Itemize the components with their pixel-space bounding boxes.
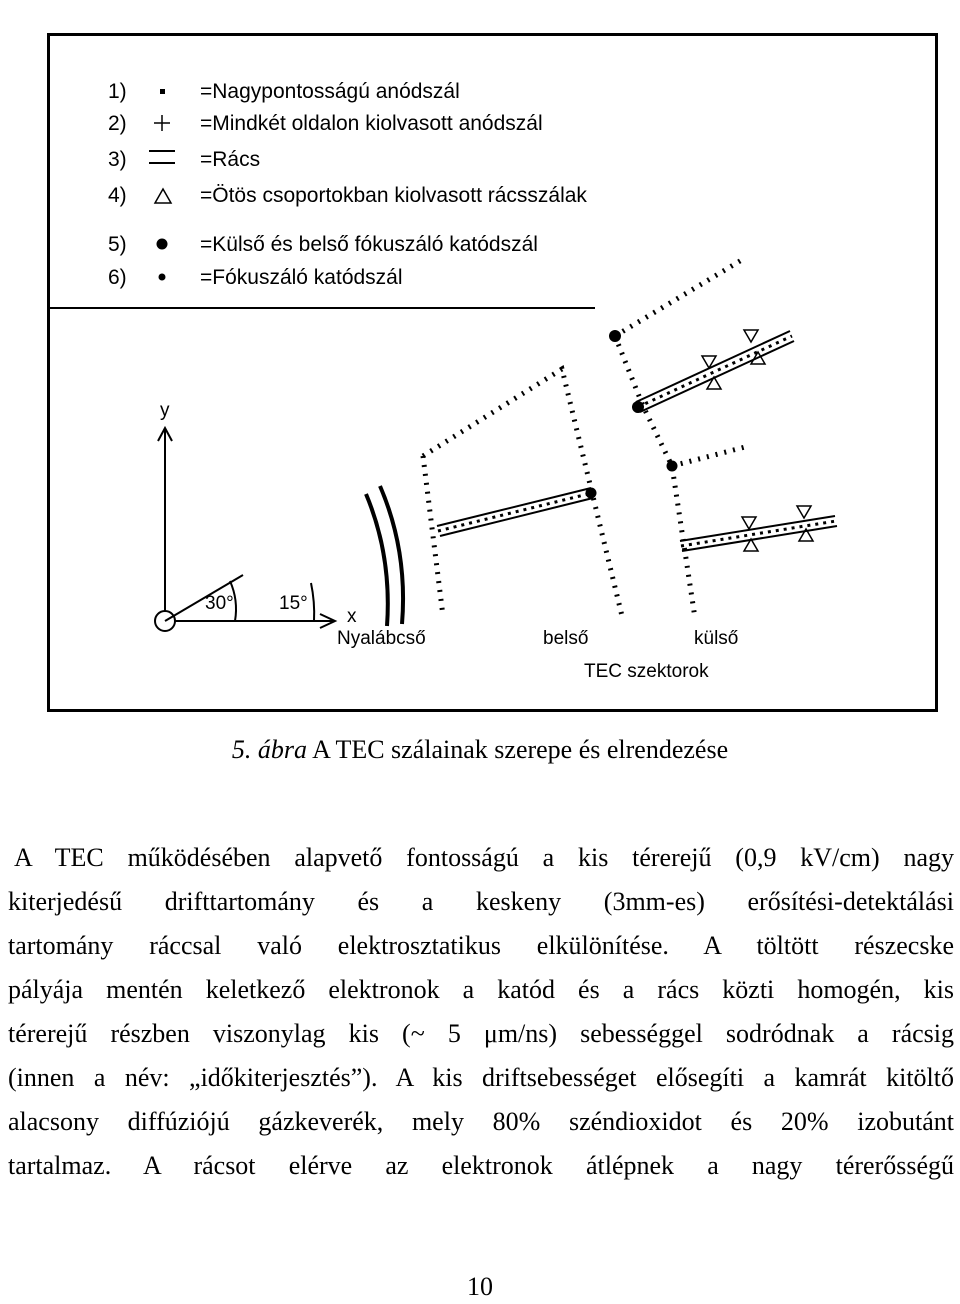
- legend-num: 4): [108, 184, 127, 207]
- legend-row-4: [108, 184, 587, 207]
- sector-cathode-lines: [423, 258, 745, 618]
- legend-text: =Külső és belső fókuszáló katódszál: [200, 233, 538, 256]
- text-line: tartalmaz. A rácsot elérve az elektronok átlépnek a nagy térerősségű: [8, 1151, 954, 1180]
- legend-text: =Fókuszáló katódszál: [200, 266, 403, 289]
- text-line: A TEC működésében alapvető fontosságú a kis térerejű (0,9 kV/cm) nagy: [14, 843, 954, 872]
- figure-frame: [47, 33, 938, 712]
- axis-y-label: y: [160, 400, 170, 421]
- legend-text: =Mindkét oldalon kiolvasott anódszál: [200, 112, 543, 135]
- figure-caption: [0, 735, 960, 765]
- legend-num: 1): [108, 80, 127, 103]
- large-dot-icon: [157, 239, 168, 250]
- text-line: (innen a név: „időkiterjesztés”). A kis driftsebességet elősegíti a kamrát kitöltő: [8, 1063, 954, 1092]
- double-bar-icon: [149, 151, 175, 163]
- triangle-icon: [155, 189, 171, 203]
- page-number: 10: [467, 1272, 493, 1301]
- plus-icon: [154, 115, 170, 131]
- outer-sector-label: külső: [694, 628, 739, 649]
- beam-pipe-label: Nyalábcső: [337, 628, 426, 649]
- outer-sector-wire-plane-lower: [680, 516, 837, 551]
- legend-row-1: [108, 80, 460, 103]
- legend-row-5: [108, 233, 538, 256]
- caption-text: A TEC szálainak szerepe és elrendezése: [312, 735, 729, 764]
- text-line: tartomány ráccsal való elektrosztatikus elkülönítése. A töltött részecske: [8, 931, 954, 960]
- legend-row-6: [108, 266, 403, 289]
- inner-sector-wire-plane: [437, 488, 593, 536]
- legend-text: =Nagypontosságú anódszál: [200, 80, 460, 103]
- caption-label: 5. ábra: [231, 735, 307, 764]
- legend-text: =Rács: [200, 148, 261, 171]
- axis-x-label: x: [347, 606, 357, 627]
- text-line: pályája mentén keletkező elektronok a katód és a rács közti homogén, kis: [8, 975, 954, 1004]
- text-line: alacsony diffúziójú gázkeverék, mely 80% széndioxidot és 20% izobutánt: [8, 1107, 954, 1136]
- angle-30-label: 30°: [205, 593, 234, 614]
- text-line: térerejű részben viszonylag kis (~ 5 μm/ns) sebességgel sodródnak a rácsig: [8, 1019, 954, 1048]
- focusing-cathode-dots: [586, 330, 678, 499]
- small-square-dot-icon: [160, 89, 165, 94]
- legend-row-2: [108, 112, 543, 135]
- beam-pipe: [366, 486, 403, 626]
- legend-num: 3): [108, 148, 127, 171]
- tec-wire-diagram: [50, 36, 935, 709]
- coordinate-axes: [155, 428, 335, 631]
- tec-sectors-label: TEC szektorok: [584, 661, 709, 682]
- text-line: kiterjedésű drifttartomány és a keskeny (3mm-es) erősítési-detektálási: [8, 887, 954, 916]
- angle-15-label: 15°: [279, 593, 308, 614]
- outer-sector-wire-plane-upper: [636, 331, 794, 412]
- legend-num: 6): [108, 266, 127, 289]
- body-paragraph: [8, 836, 954, 1188]
- inner-sector-label: belső: [543, 628, 589, 649]
- legend-row-3: [108, 148, 260, 171]
- legend-text: =Ötös csoportokban kiolvasott rácsszálak: [200, 184, 587, 207]
- small-dot-icon: [159, 274, 166, 281]
- legend-num: 5): [108, 233, 127, 256]
- legend-num: 2): [108, 112, 127, 135]
